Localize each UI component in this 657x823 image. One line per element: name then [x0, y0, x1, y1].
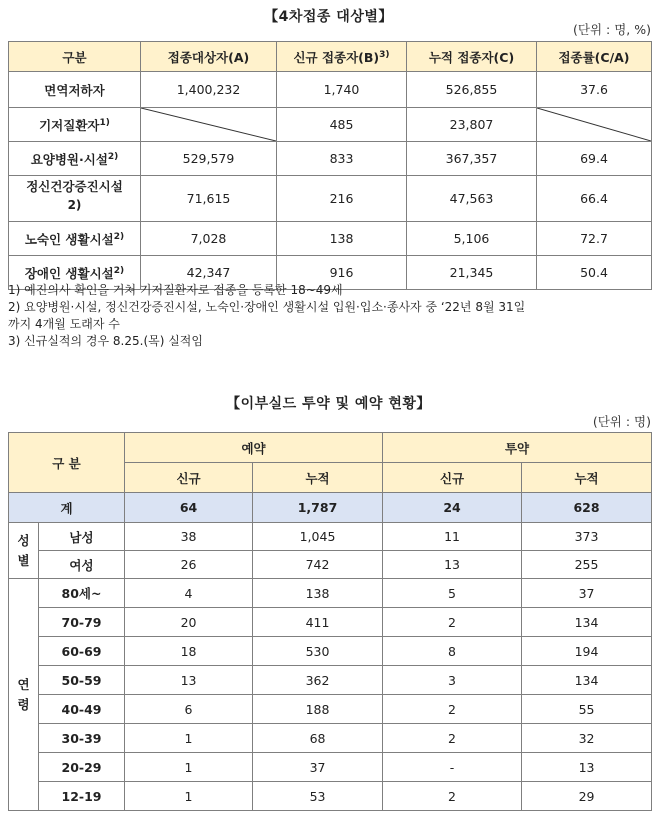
cell-administration-cumulative: 134	[522, 666, 652, 695]
cell-cumulative: 5,106	[407, 222, 537, 256]
cell-new: 833	[277, 142, 407, 176]
cell-target: 1,400,232	[141, 72, 277, 108]
cell-administration-new: 24	[383, 493, 522, 523]
cell-administration-new: 11	[383, 523, 522, 551]
cell-administration-cumulative: 134	[522, 608, 652, 637]
cell-administration-cumulative: 194	[522, 637, 652, 666]
cell-administration-cumulative: 13	[522, 753, 652, 782]
row-label: 70-79	[39, 608, 125, 637]
footnote: 2) 요양병원·시설, 정신건강증진시설, 노숙인·장애인 생활시설 입원·입소·종사자 중 ‘22년 8월 31일	[8, 300, 526, 314]
row-label: 요양병원·시설$^{2)}$	[9, 142, 141, 176]
cell-reservation-new: 18	[125, 637, 253, 666]
cell-administration-new: -	[383, 753, 522, 782]
cell-administration-cumulative: 29	[522, 782, 652, 811]
cell-administration-cumulative: 37	[522, 579, 652, 608]
col-header-rate: 접종률(C/A)	[537, 42, 652, 72]
row-label: 80세~	[39, 579, 125, 608]
table-row	[9, 695, 652, 724]
col-header-new: 신규 접종자$(B)^{3)}$	[277, 42, 407, 72]
footnote: 까지 4개월 도래자 수	[8, 317, 120, 331]
table-row	[9, 222, 652, 256]
table-row	[9, 142, 652, 176]
cell-target: 71,615	[141, 176, 277, 222]
col-header-reservation: 예약	[125, 433, 383, 463]
row-label: 여성	[39, 551, 125, 579]
table1-footnotes	[8, 282, 525, 350]
cell-reservation-new: 20	[125, 608, 253, 637]
cell-administration-new: 2	[383, 782, 522, 811]
cell-reservation-new: 6	[125, 695, 253, 724]
col-header-administration-cumulative: 누적	[522, 463, 652, 493]
cell-cumulative: 526,855	[407, 72, 537, 108]
row-label: 기저질환자$^{1)}$	[9, 108, 141, 142]
cell-reservation-cumulative: 1,787	[253, 493, 383, 523]
cell-administration-new: 13	[383, 551, 522, 579]
table-row	[9, 551, 652, 579]
cell-reservation-cumulative: 742	[253, 551, 383, 579]
cell-reservation-new: 4	[125, 579, 253, 608]
cell-rate: 72.7	[537, 222, 652, 256]
table1-header-row	[9, 42, 652, 72]
cell-reservation-new: 1	[125, 782, 253, 811]
cell-new: 485	[277, 108, 407, 142]
cell-administration-new: 2	[383, 724, 522, 753]
diagonal-empty-cell	[141, 108, 277, 142]
cell-administration-new: 8	[383, 637, 522, 666]
col-header-cumulative: 누적 접종자(C)	[407, 42, 537, 72]
cell-administration-new: 3	[383, 666, 522, 695]
cell-reservation-new: 38	[125, 523, 253, 551]
cell-rate: 69.4	[537, 142, 652, 176]
footnote: 1) 예진의사 확인을 거쳐 기저질환자로 접종을 등록한 18~49세	[8, 283, 343, 297]
table-row	[9, 782, 652, 811]
table1-title: 【4차접종 대상별】	[264, 9, 393, 25]
cell-new: 138	[277, 222, 407, 256]
cell-reservation-cumulative: 1,045	[253, 523, 383, 551]
cell-target: 529,579	[141, 142, 277, 176]
cell-cumulative: 21,345	[407, 256, 537, 290]
row-label: 30-39	[39, 724, 125, 753]
col-header-administration-new: 신규	[383, 463, 522, 493]
cell-administration-cumulative: 55	[522, 695, 652, 724]
cell-new: 216	[277, 176, 407, 222]
group-label-sex: 성 별	[9, 523, 39, 579]
cell-reservation-cumulative: 411	[253, 608, 383, 637]
table1-unit: (단위 : 명, %)	[573, 22, 651, 37]
row-label: 장애인 생활시설$^{2)}$	[9, 256, 141, 290]
cell-target: 7,028	[141, 222, 277, 256]
table2-title: 【이부실드 투약 및 예약 현황】	[226, 396, 431, 412]
cell-reservation-cumulative: 138	[253, 579, 383, 608]
cell-reservation-cumulative: 530	[253, 637, 383, 666]
row-label: 계	[9, 493, 125, 523]
cell-reservation-new: 64	[125, 493, 253, 523]
table-row	[9, 108, 652, 142]
table-row	[9, 523, 652, 551]
evusheld-table	[8, 432, 652, 811]
diagonal-empty-cell	[537, 108, 652, 142]
cell-reservation-cumulative: 362	[253, 666, 383, 695]
table-row	[9, 753, 652, 782]
table-row	[9, 637, 652, 666]
cell-administration-cumulative: 628	[522, 493, 652, 523]
cell-cumulative: 23,807	[407, 108, 537, 142]
row-label: 50-59	[39, 666, 125, 695]
group-label-age: 연 령	[9, 579, 39, 811]
cell-administration-new: 2	[383, 695, 522, 724]
cell-administration-new: 2	[383, 608, 522, 637]
row-label: 노숙인 생활시설$^{2)}$	[9, 222, 141, 256]
cell-rate: 66.4	[537, 176, 652, 222]
cell-administration-cumulative: 32	[522, 724, 652, 753]
cell-target: 42,347	[141, 256, 277, 290]
col-header-target: 접종대상자(A)	[141, 42, 277, 72]
row-label: 20-29	[39, 753, 125, 782]
cell-new: 916	[277, 256, 407, 290]
table-row	[9, 72, 652, 108]
cell-administration-cumulative: 255	[522, 551, 652, 579]
cell-reservation-new: 26	[125, 551, 253, 579]
row-label: 60-69	[39, 637, 125, 666]
table-row	[9, 666, 652, 695]
total-row	[9, 493, 652, 523]
table2-unit: (단위 : 명)	[592, 414, 651, 429]
vaccination-table	[8, 41, 652, 290]
cell-administration-cumulative: 373	[522, 523, 652, 551]
row-label: 남성	[39, 523, 125, 551]
cell-cumulative: 47,563	[407, 176, 537, 222]
col-header-reservation-new: 신규	[125, 463, 253, 493]
cell-reservation-new: 13	[125, 666, 253, 695]
table-row	[9, 579, 652, 608]
cell-reservation-new: 1	[125, 724, 253, 753]
cell-rate: 37.6	[537, 72, 652, 108]
col-header-category: 구분	[9, 42, 141, 72]
cell-reservation-cumulative: 188	[253, 695, 383, 724]
table-row	[9, 724, 652, 753]
cell-new: 1,740	[277, 72, 407, 108]
cell-cumulative: 367,357	[407, 142, 537, 176]
cell-reservation-cumulative: 53	[253, 782, 383, 811]
cell-reservation-new: 1	[125, 753, 253, 782]
table-row	[9, 608, 652, 637]
cell-reservation-cumulative: 37	[253, 753, 383, 782]
col-header-category: 구 분	[9, 433, 125, 493]
table2-header-row	[9, 433, 652, 463]
cell-administration-new: 5	[383, 579, 522, 608]
cell-rate: 50.4	[537, 256, 652, 290]
col-header-administration: 투약	[383, 433, 652, 463]
row-label: 면역저하자	[9, 72, 141, 108]
row-label: 12-19	[39, 782, 125, 811]
table-row	[9, 176, 652, 222]
footnote: 3) 신규실적의 경우 8.25.(목) 실적임	[8, 334, 203, 348]
cell-reservation-cumulative: 68	[253, 724, 383, 753]
row-label: 40-49	[39, 695, 125, 724]
col-header-reservation-cumulative: 누적	[253, 463, 383, 493]
row-label: 정신건강증진시설 $^{2)}$	[9, 176, 141, 222]
